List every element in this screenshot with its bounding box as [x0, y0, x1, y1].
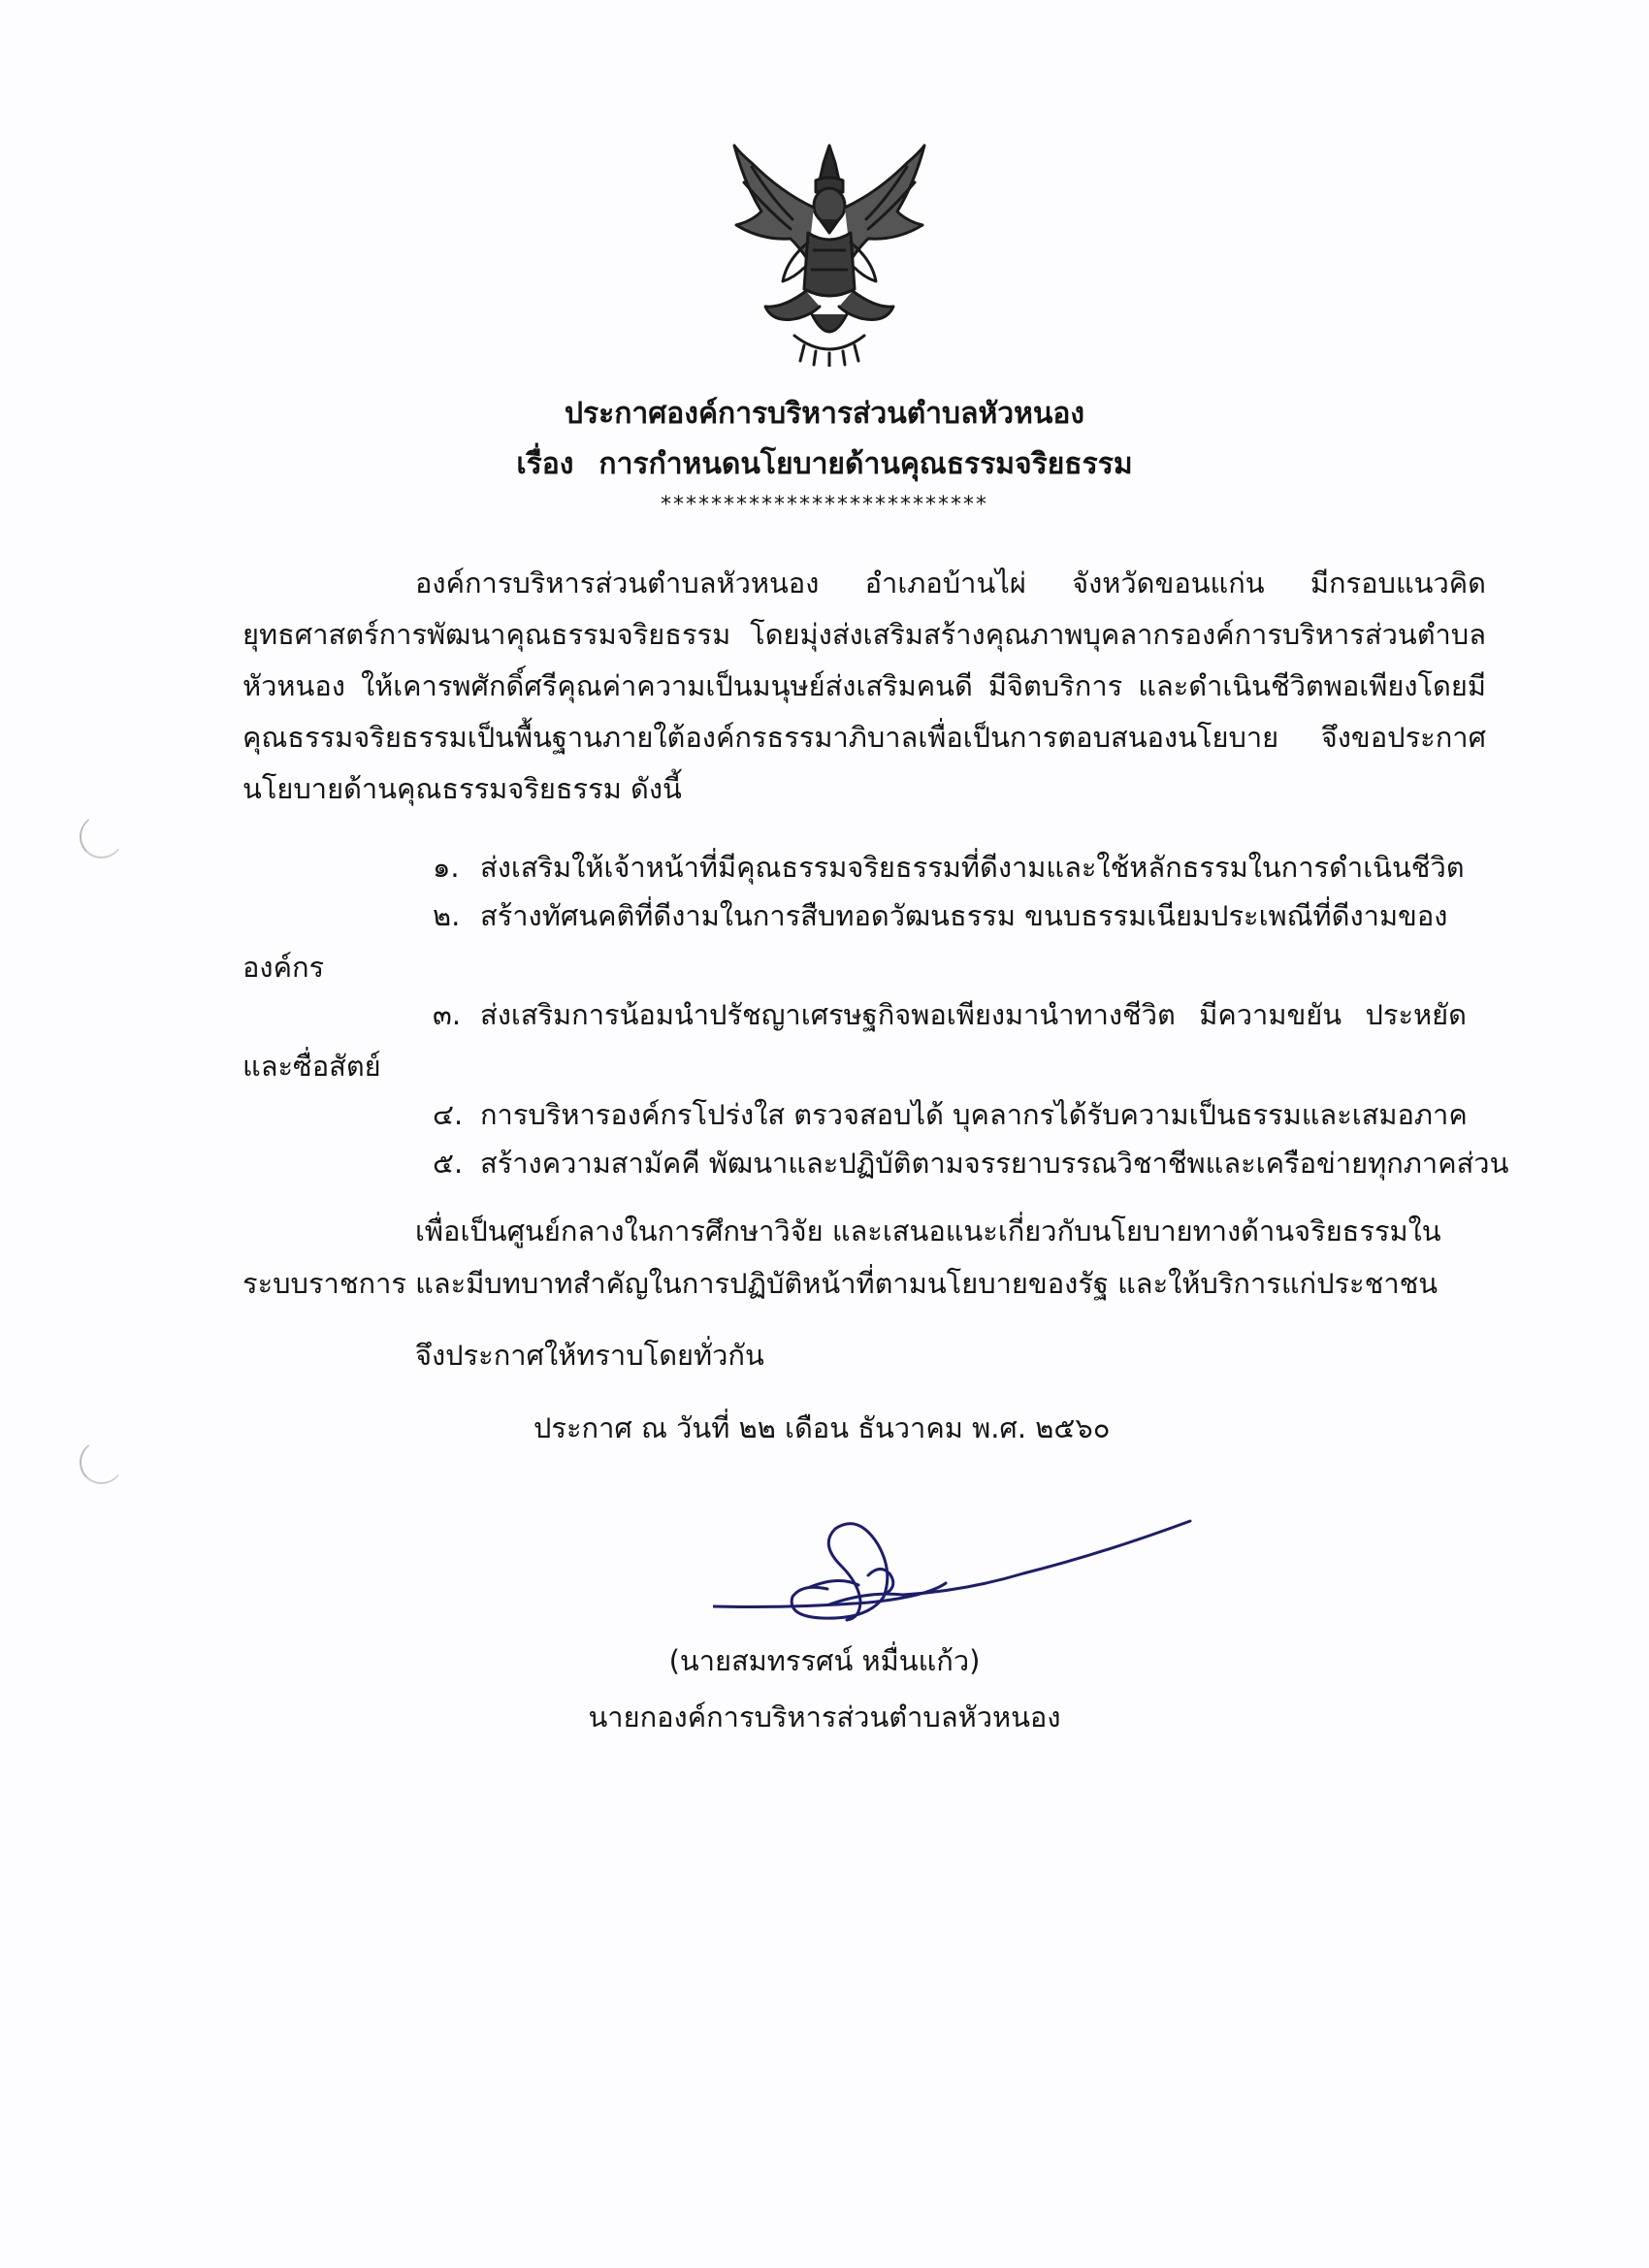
policy-text-continued: และซื่อสัตย์	[242, 1050, 381, 1083]
signatory-position: นายกองค์การบริหารส่วนตำบลหัวหนอง	[588, 1701, 1061, 1733]
punch-hole-mark	[80, 1441, 123, 1484]
subject-label: เรื่อง	[516, 447, 574, 481]
policy-number: ๔.	[433, 1098, 464, 1131]
intro-line: นโยบายด้านคุณธรรมจริยธรรม ดังนี้	[242, 772, 682, 805]
closing-line: จึงประกาศให้ทราบโดยทั่วกัน	[415, 1339, 764, 1372]
policy-number: ๕.	[433, 1147, 464, 1180]
policy-text: ส่งเสริมการน้อมนำปรัชญาเศรษฐกิจพอเพียงมานำทางชีวิต มีความขยัน ประหยัด	[480, 998, 1467, 1031]
policy-text: การบริหารองค์กรโปร่งใส ตรวจสอบได้ บุคลากรได้รับความเป็นธรรมและเสมอภาค	[480, 1098, 1468, 1131]
policy-number: ๒.	[433, 899, 461, 932]
purpose-line: ระบบราชการ และมีบทบาทสำคัญในการปฏิบัติหน้าที่ตามนโยบายของรัฐ และให้บริการแก่ประชาชน	[242, 1267, 1439, 1300]
policy-text: สร้างความสามัคคี พัฒนาและปฏิบัติตามจรรยาบรรณวิชาชีพและเครือข่ายทุกภาคส่วน	[480, 1147, 1509, 1180]
punch-hole-mark	[80, 815, 123, 859]
garuda-emblem-icon	[723, 124, 936, 367]
subject-text: การกำหนดนโยบายด้านคุณธรรมจริยธรรม	[598, 447, 1133, 481]
policy-text: ส่งเสริมให้เจ้าหน้าที่มีคุณธรรมจริยธรรมที่ดีงามและใช้หลักธรรมในการดำเนินชีวิต	[480, 851, 1465, 884]
policy-number: ๑.	[433, 851, 460, 884]
intro-line: หัวหนอง ให้เคารพศักดิ์ศรีคุณค่าความเป็นมนุษย์ส่งเสริมคนดี มีจิตบริการ และดำเนินชีวิตพอเพียงโดยมี	[242, 669, 1486, 702]
policy-number: ๓.	[433, 998, 462, 1031]
intro-line: องค์การบริหารส่วนตำบลหัวหนอง อำเภอบ้านไผ่ จังหวัดขอนแก่น มีกรอบแนวคิด	[415, 567, 1486, 599]
date-line: ประกาศ ณ วันที่ ๒๒ เดือน ธันวาคม พ.ศ. ๒๕๖๐	[534, 1411, 1111, 1444]
intro-line: ยุทธศาสตร์การพัฒนาคุณธรรมจริยธรรม โดยมุ่งส่งเสริมสร้างคุณภาพบุคลากรองค์การบริหารส่วนตำบล	[242, 618, 1486, 651]
intro-line: คุณธรรมจริยธรรมเป็นพื้นฐานภายใต้องค์กรธรรมาภิบาลเพื่อเป็นการตอบสนองนโยบาย จึงขอประกาศ	[242, 721, 1486, 754]
document-subject	[0, 443, 1649, 486]
signatory-name: (นายสมทรรศน์ หมื่นแก้ว)	[668, 1644, 981, 1677]
document-title: ประกาศองค์การบริหารส่วนตำบลหัวหนอง	[564, 397, 1085, 431]
signature-icon	[713, 1494, 1227, 1649]
policy-text-continued: องค์กร	[242, 951, 325, 984]
header-divider: **************************	[661, 493, 988, 517]
purpose-line: เพื่อเป็นศูนย์กลางในการศึกษาวิจัย และเสนอแนะเกี่ยวกับนโยบายทางด้านจริยธรรมใน	[415, 1215, 1441, 1247]
policy-text: สร้างทัศนคติที่ดีงามในการสืบทอดวัฒนธรรม ขนบธรรมเนียมประเพณีที่ดีงามของ	[480, 899, 1448, 932]
